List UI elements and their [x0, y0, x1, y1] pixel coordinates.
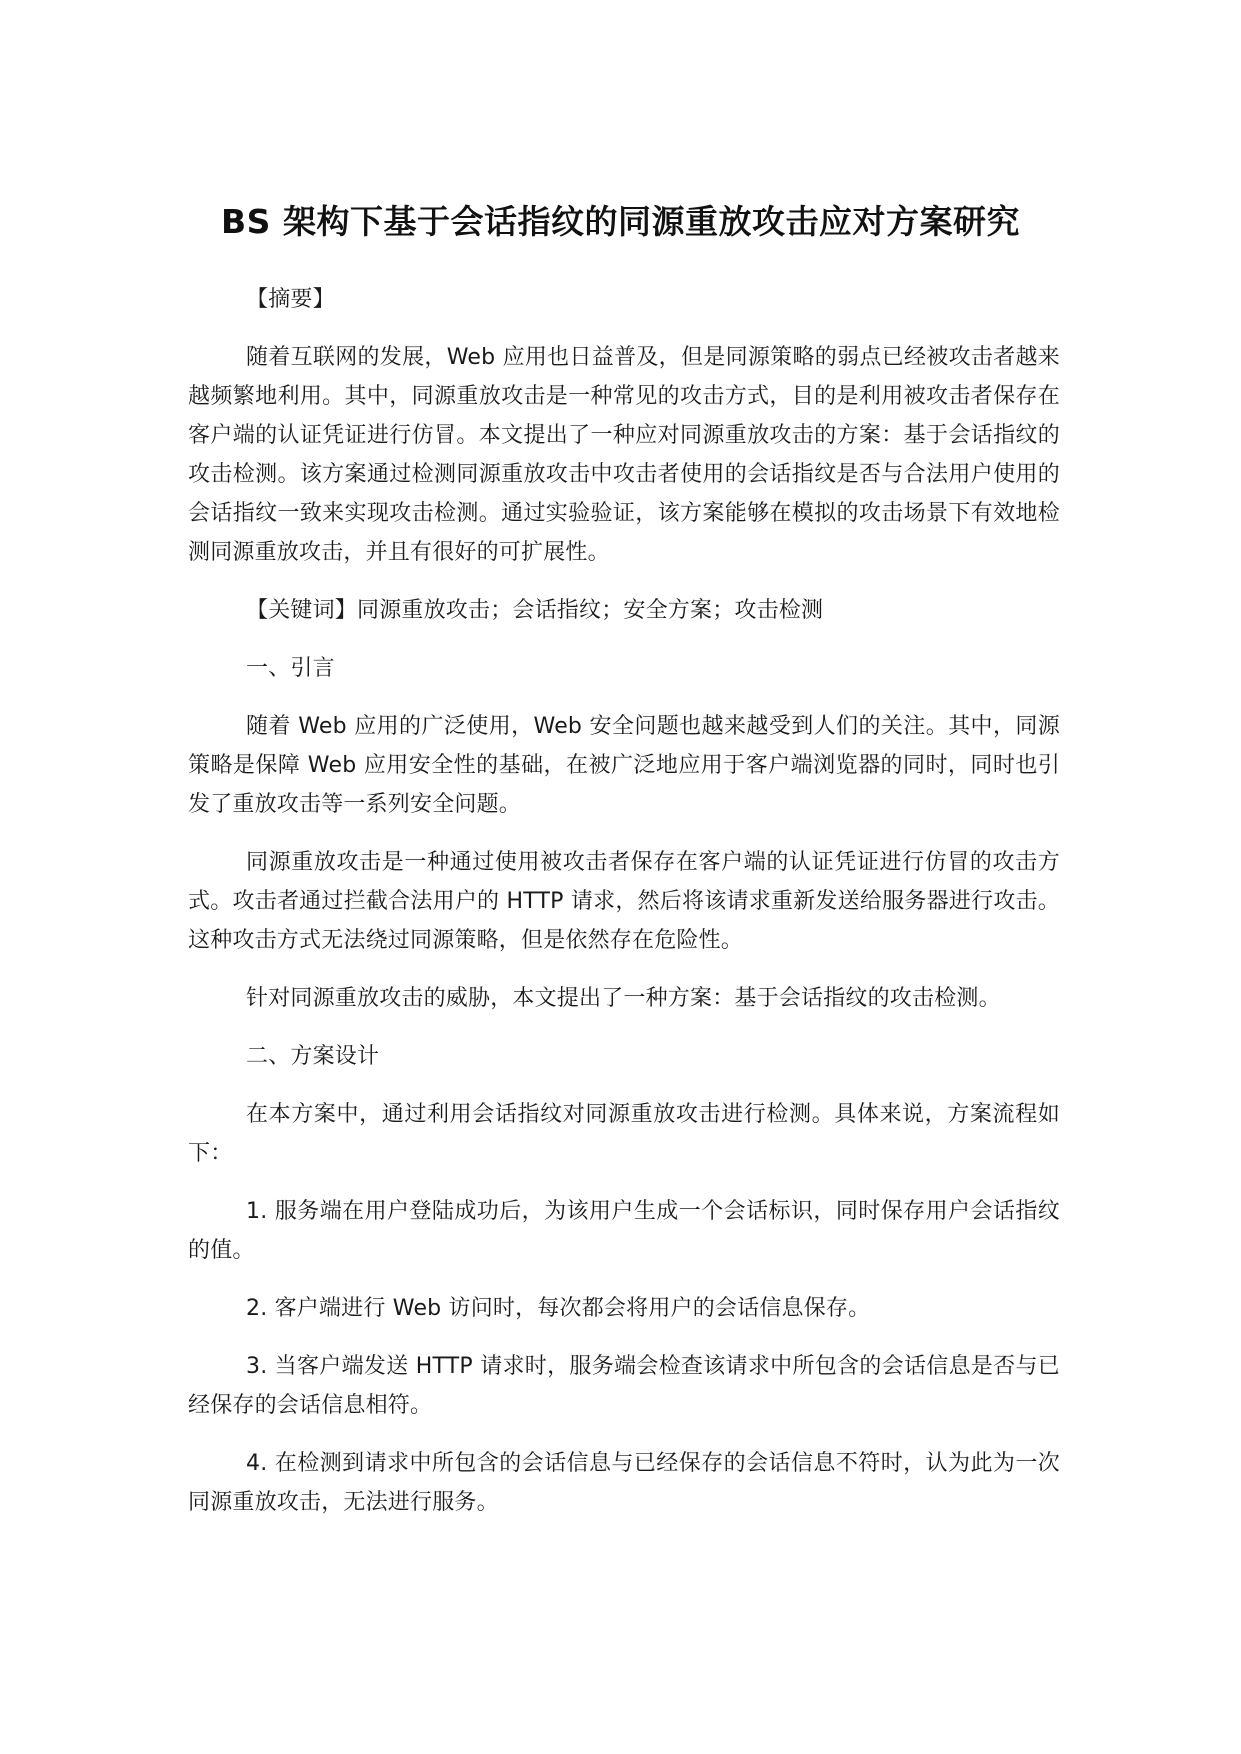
intro-paragraph-2: 同源重放攻击是一种通过使用被攻击者保存在客户端的认证凭证进行仿冒的攻击方式。攻击者通过拦截合法用户的 HTTP 请求，然后将该请求重新发送给服务器进行攻击。这种攻击方式无法绕过同源策略，但是依然存在危险性。 [188, 850, 1060, 953]
design-step-2: 2. 客户端进行 Web 访问时，每次都会将用户的会话信息保存。 [246, 1296, 871, 1321]
keywords-line: 【关键词】同源重放攻击；会话指纹；安全方案；攻击检测 [246, 598, 824, 623]
section-heading-design: 二、方案设计 [246, 1044, 380, 1069]
paper-title: BS 架构下基于会话指纹的同源重放攻击应对方案研究 [221, 202, 1020, 242]
abstract-paragraph: 随着互联网的发展，Web 应用也日益普及，但是同源策略的弱点已经被攻击者越来越频繁地利用。其中，同源重放攻击是一种常见的攻击方式，目的是利用被攻击者保存在客户端的认证凭证进行仿冒。本文提出了一种应对同源重放攻击的方案：基于会话指纹的攻击检测。该方案通过检测同源重放攻击中攻击者使用的会话指纹是否与合法用户使用的会话指纹一致来实现攻击检测。通过实验验证，该方案能够在模拟的攻击场景下有效地检测同源重放攻击，并且有很好的可扩展性。 [188, 345, 1060, 565]
design-paragraph: 在本方案中，通过利用会话指纹对同源重放攻击进行检测。具体来说，方案流程如下： [188, 1102, 1060, 1166]
design-step-1: 1. 服务端在用户登陆成功后，为该用户生成一个会话标识，同时保存用户会话指纹的值。 [188, 1199, 1060, 1263]
intro-paragraph-3: 针对同源重放攻击的威胁，本文提出了一种方案：基于会话指纹的攻击检测。 [246, 986, 1001, 1011]
design-step-3: 3. 当客户端发送 HTTP 请求时，服务端会检查该请求中所包含的会话信息是否与已经保存的会话信息相符。 [188, 1354, 1060, 1418]
section-heading-introduction: 一、引言 [246, 656, 335, 681]
intro-paragraph-1: 随着 Web 应用的广泛使用，Web 安全问题也越来越受到人们的关注。其中，同源策略是保障 Web 应用安全性的基础，在被广泛地应用于客户端浏览器的同时，同时也引发了重放攻击等一系列安全问题。 [188, 714, 1060, 817]
design-step-4: 4. 在检测到请求中所包含的会话信息与已经保存的会话信息不符时，认为此为一次同源重放攻击，无法进行服务。 [188, 1451, 1060, 1515]
paper-body [188, 280, 1060, 1541]
abstract-heading: 【摘要】 [246, 287, 335, 312]
